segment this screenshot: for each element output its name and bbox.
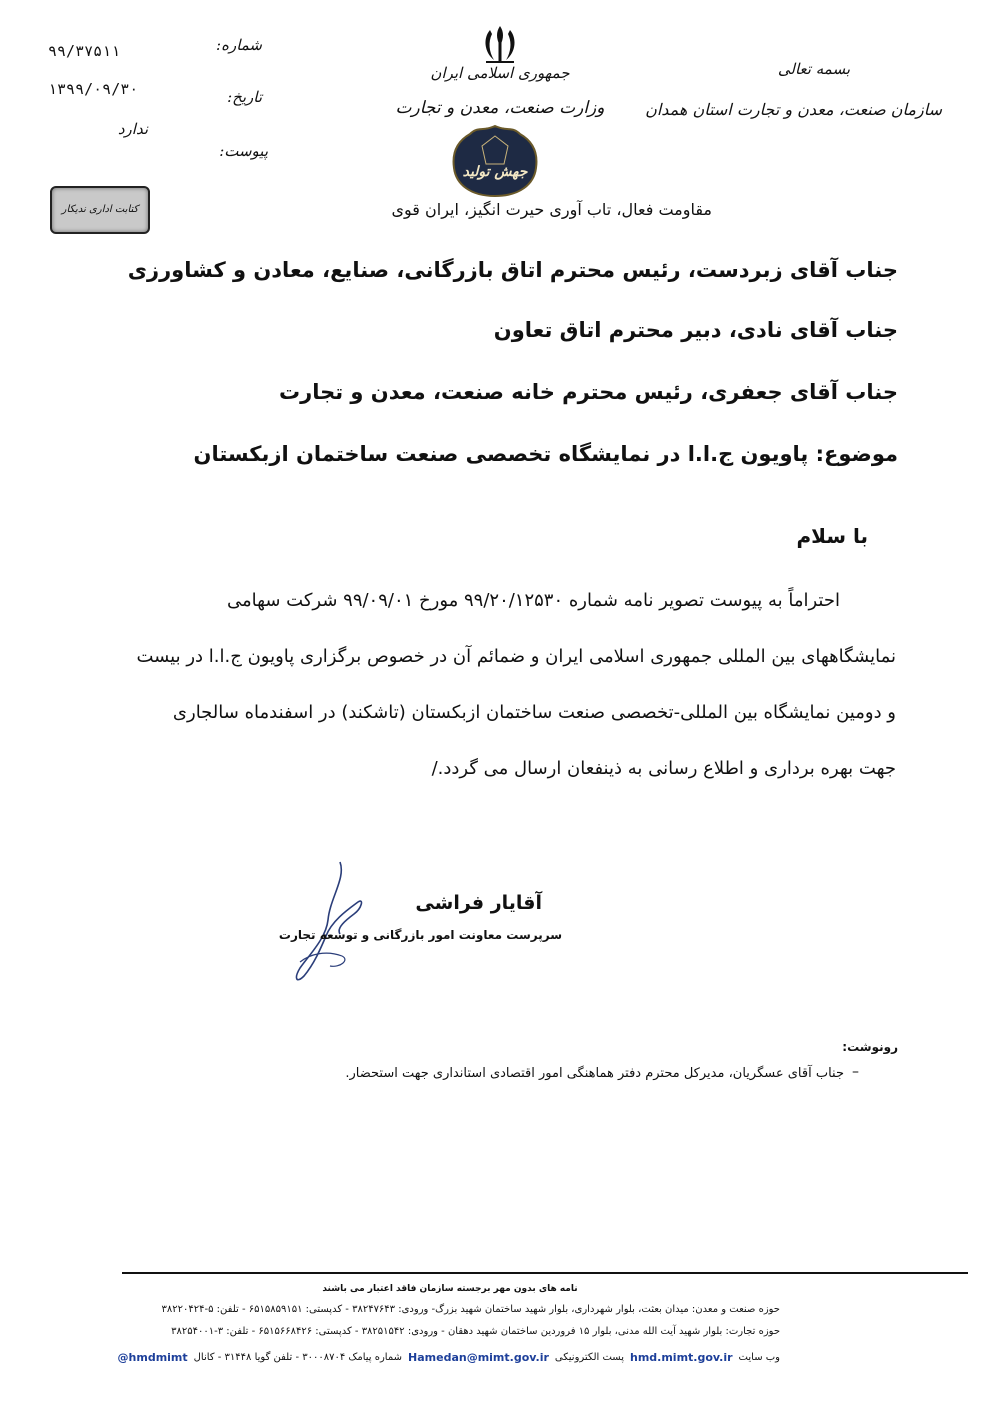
- recipient-line-3: جناب آقای جعفری، رئیس محترم خانه صنعت، معدن و تجارت: [279, 380, 898, 404]
- country-name: جمهوری اسلامی ایران: [430, 64, 570, 82]
- cc-dash: –: [852, 1064, 859, 1080]
- production-leap-text: جهش تولید: [462, 164, 528, 180]
- footer-address-trade: حوزه تجارت: بلوار شهید آیت الله مدنی، بلوار ۱۵ فروردین ساختمان شهید دهقان - ورودی: ۳۸۲۵۱۵۴۲ - کدپستی: ۶۵۱۵۶۶۸۴۲۶ - تلفن: ۳-۳۸۲۵۴۰۰۱: [171, 1326, 780, 1337]
- body-line-1: احتراماً به پیوست تصویر نامه شماره ۹۹/۲۰/۱۲۵۳۰ مورخ ۹۹/۰۹/۰۱ شرکت سهامی: [226, 590, 840, 611]
- production-leap-emblem: [450, 124, 540, 198]
- footer-email-label: پست الکترونیکی: [554, 1351, 624, 1363]
- letter-attachment-value: ندارد: [117, 120, 148, 138]
- footer-website-link[interactable]: hmd.mimt.gov.ir: [629, 1350, 733, 1364]
- body-line-4: جهت بهره برداری و اطلاع رسانی به ذینفعان ارسال می گردد./: [431, 758, 896, 779]
- signatory-name: آقایار فراشی: [415, 892, 542, 914]
- recipient-line-1: جناب آقای زبردست، رئیس محترم اتاق بازرگانی، صنایع، معادن و کشاورزی: [127, 258, 898, 282]
- footer-channel-link[interactable]: @hmdmimt: [117, 1350, 188, 1364]
- organization-name: سازمان صنعت، معدن و تجارت استان همدان: [645, 100, 942, 119]
- cc-label: رونوشت:: [842, 1040, 898, 1054]
- greeting: با سلام: [796, 524, 868, 548]
- footer-divider: [122, 1272, 968, 1274]
- year-motto: مقاومت فعال، تاب آوری حیرت انگیز، ایران قوی: [391, 200, 712, 219]
- recipient-line-2: جناب آقای نادی، دبیر محترم اتاق تعاون: [493, 318, 898, 342]
- footer-sms-label: شماره پیامک ۳۰۰۰۸۷۰۴ - تلفن گویا ۳۱۴۴۸ - کانال: [193, 1351, 403, 1363]
- footer-site-label: وب سایت: [738, 1351, 780, 1363]
- footer-email-link[interactable]: Hamedan@mimt.gov.ir: [408, 1350, 549, 1364]
- handwritten-signature: [280, 858, 380, 988]
- letter-date-value: ۱۳۹۹/۰۹/۳۰: [48, 80, 139, 98]
- ministry-name: وزارت صنعت، معدن و تجارت: [395, 98, 605, 118]
- iran-emblem-icon: [478, 22, 522, 66]
- letter-number-value: ۹۹/۳۷۵۱۱: [48, 42, 121, 60]
- letter-number-label: شماره:: [216, 36, 262, 54]
- bismillah-text: بسمه تعالی: [777, 60, 850, 78]
- production-leap-emblem-icon: [450, 124, 540, 198]
- body-line-3: و دومین نمایشگاه بین المللی-تخصصی صنعت ساختمان ازبکستان (تاشکند) در اسفندماه سالجاری: [172, 702, 896, 723]
- footer-contact-row: [117, 1348, 780, 1366]
- signatory-title: سرپرست معاونت امور بازرگانی و توسعه تجارت: [278, 928, 562, 942]
- secretariat-stamp: [50, 186, 150, 234]
- footer-address-industry: حوزه صنعت و معدن: میدان بعثت، بلوار شهرداری، بلوار شهید ساختمان شهید بزرگ- ورودی: ۳۸۲۴۷۶۴۳ - کدپستی: ۶۵۱۵۸۵۹۱۵۱ - تلفن: ۵-۳۸۲۲۰۴۲۴: [161, 1304, 780, 1315]
- footer-notice: نامه های بدون مهر برجسته سازمان فاقد اعتبار می باشند: [322, 1284, 578, 1294]
- body-line-2: نمایشگاههای بین المللی جمهوری اسلامی ایران و ضمائم آن در خصوص برگزاری پاویون ج.ا.ا در بیست: [136, 646, 896, 667]
- secretariat-stamp-text: کتابت اداری ندیکار: [61, 204, 139, 215]
- cc-line: جناب آقای عسگریان، مدیرکل محترم دفتر هماهنگی امور اقتصادی استانداری جهت استحضار.: [345, 1066, 844, 1081]
- letter-attachment-label: پیوست:: [219, 142, 268, 160]
- letter-date-label: تاریخ:: [227, 88, 262, 106]
- letter-subject: موضوع: پاویون ج.ا.ا در نمایشگاه تخصصی صنعت ساختمان ازبکستان: [193, 442, 898, 466]
